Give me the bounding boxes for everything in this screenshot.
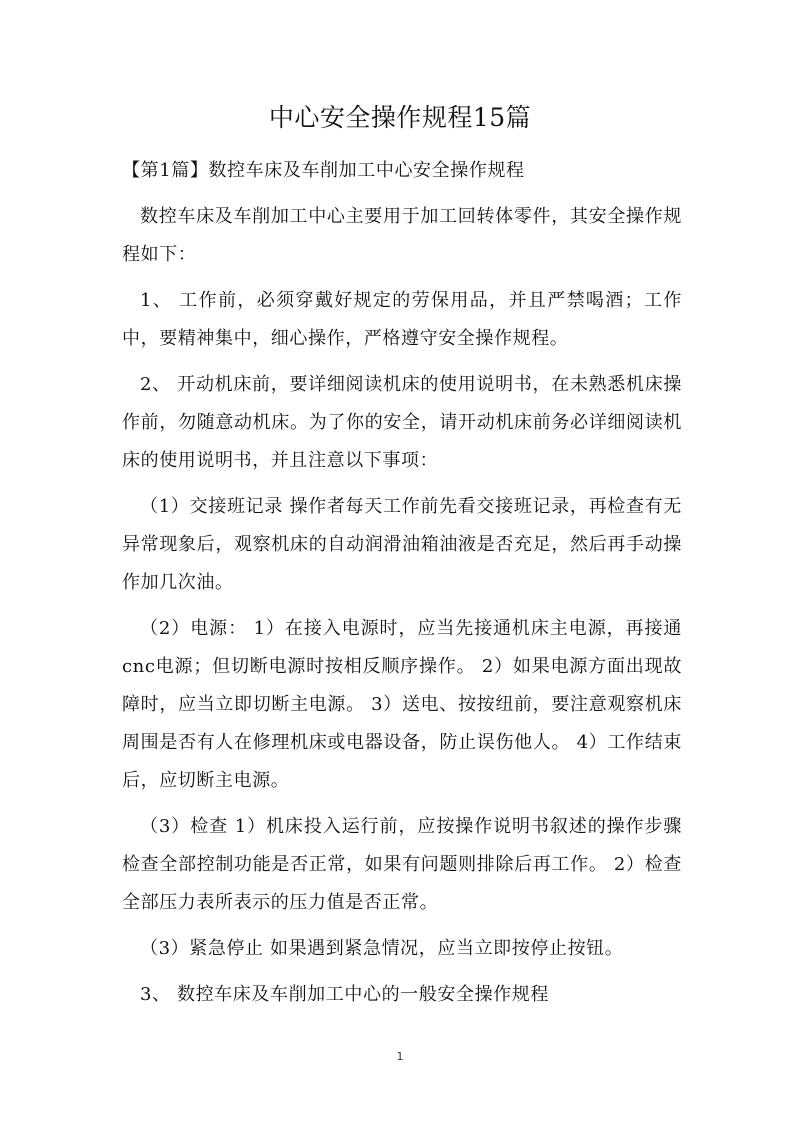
- paragraph-emergency-stop: （3）紧急停止 如果遇到紧急情况，应当立即按停止按钮。: [140, 938, 624, 959]
- paragraph-item-2: 2、 开动机床前，要详细阅读机床的使用说明书，在未熟悉机床操作前，勿随意动机床。为了你的安全，请开动机床前务必详细阅读机床的使用说明书，并且注意以下事项：: [122, 374, 682, 471]
- paragraph-power-supply: （2）电源： 1）在接入电源时，应当先接通机床主电源，再接通cnc电源；但切断电源时按相反顺序操作。 2）如果电源方面出现故障时，应当立即切断主电源。 3）送电、按按纽前，要注意观察机床周围是否有人在修理机床或电器设备，防止误伤他人。 4）工作结束后，应切断主电源。: [122, 618, 682, 791]
- document-title: 中心安全操作规程15篇: [268, 103, 532, 132]
- section-heading: 【第1篇】数控车床及车削加工中心安全操作规程: [122, 160, 525, 181]
- paragraph-inspection: （3）检查 1）机床投入运行前，应按操作说明书叙述的操作步骤检查全部控制功能是否正常，如果有问题则排除后再工作。 2）检查全部压力表所表示的压力值是否正常。: [122, 816, 682, 913]
- paragraph-item-3: 3、 数控车床及车削加工中心的一般安全操作规程: [140, 984, 549, 1005]
- paragraph-handover-record: （1）交接班记录 操作者每天工作前先看交接班记录，再检查有无异常现象后，观察机床的自动润滑油箱油液是否充足，然后再手动操作加几次油。: [122, 496, 682, 593]
- paragraph-intro: 数控车床及车削加工中心主要用于加工回转体零件，其安全操作规程如下：: [122, 206, 682, 265]
- document-body: [122, 152, 682, 1014]
- paragraph-item-1: 1、 工作前，必须穿戴好规定的劳保用品，并且严禁喝酒；工作中，要精神集中，细心操作，严格遵守安全操作规程。: [122, 290, 682, 349]
- page-number: 1: [396, 1050, 404, 1063]
